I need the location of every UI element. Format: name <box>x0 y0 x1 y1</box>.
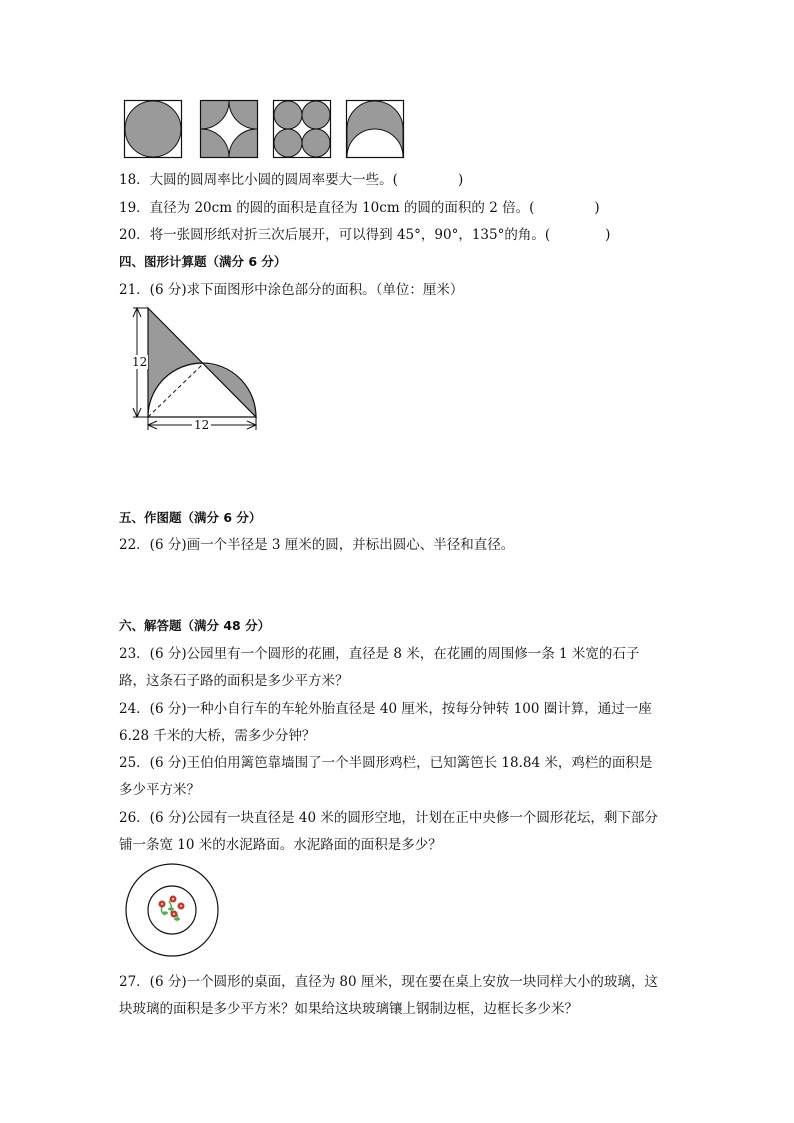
question-23-line1: 23．(6 分)公园里有一个圆形的花圃，直径是 8 米，在花圃的周围修一条 1 米宽的石子 <box>119 646 640 662</box>
question-26-line2: 铺一条宽 10 米的水泥路面。水泥路面的面积是多少？ <box>119 837 442 853</box>
question-27-line1: 27．(6 分)一个圆形的桌面，直径为 80 厘米，现在要在桌上安放一块同样大小的玻璃，这 <box>119 974 658 990</box>
q17-figure-four-circles <box>273 100 331 158</box>
q21-width-label: 12 <box>194 418 210 432</box>
q21-height-label: 12 <box>132 355 148 369</box>
question-25-line2: 多少平方米？ <box>119 782 200 798</box>
q17-figure-concave-star <box>200 100 258 158</box>
question-26-line1: 26．(6 分)公园有一块直径是 40 米的圆形空地，计划在正中央修一个圆形花坛，剩下部分 <box>119 810 658 826</box>
section-4-title: 四、图形计算题（满分 6 分） <box>119 254 287 269</box>
question-19-close: ) <box>594 200 600 216</box>
q17-figure-semicircle <box>346 100 404 158</box>
question-23-line2: 路，这条石子路的面积是多少平方米？ <box>119 673 349 689</box>
question-22-text: 22．(6 分)画一个半径是 3 厘米的圆，并标出圆心、半径和直径。 <box>119 537 515 553</box>
q17-figure-filled-circle <box>124 100 182 158</box>
question-24-line1: 24．(6 分)一种小自行车的车轮外胎直径是 40 厘米，按每分钟转 100 圈计算，通过一座 <box>119 701 652 717</box>
question-18-text: 18．大圆的圆周率比小圆的圆周率要大一些。( <box>119 172 398 188</box>
question-19 <box>119 198 600 218</box>
question-24-line2: 6.28 千米的大桥，需多少分钟？ <box>119 728 316 744</box>
question-20 <box>119 225 610 245</box>
question-18 <box>119 170 463 190</box>
question-27-line2: 块玻璃的面积是多少平方米？如果给这块玻璃镶上钢制边框，边框长多少米？ <box>119 1001 578 1017</box>
q26-figure <box>125 863 219 957</box>
question-25-line1: 25．(6 分)王伯伯用篱笆靠墙围了一个半圆形鸡栏，已知篱笆长 18.84 米，鸡栏的面积是 <box>119 755 653 771</box>
question-19-text: 19．直径为 20cm 的圆的面积是直径为 10cm 的圆的面积的 2 倍。( <box>119 200 535 216</box>
section-6-title: 六、解答题（满分 48 分） <box>119 618 271 633</box>
question-20-close: ) <box>605 227 611 243</box>
section-5-title: 五、作图题（满分 6 分） <box>119 510 262 525</box>
question-18-close: ) <box>457 172 464 188</box>
question-20-text: 20．将一张圆形纸对折三次后展开，可以得到 45°，90°，135°的角。( <box>119 227 551 243</box>
question-21-text: 21．(6 分)求下面图形中涂色部分的面积。（单位：厘米） <box>119 282 464 298</box>
